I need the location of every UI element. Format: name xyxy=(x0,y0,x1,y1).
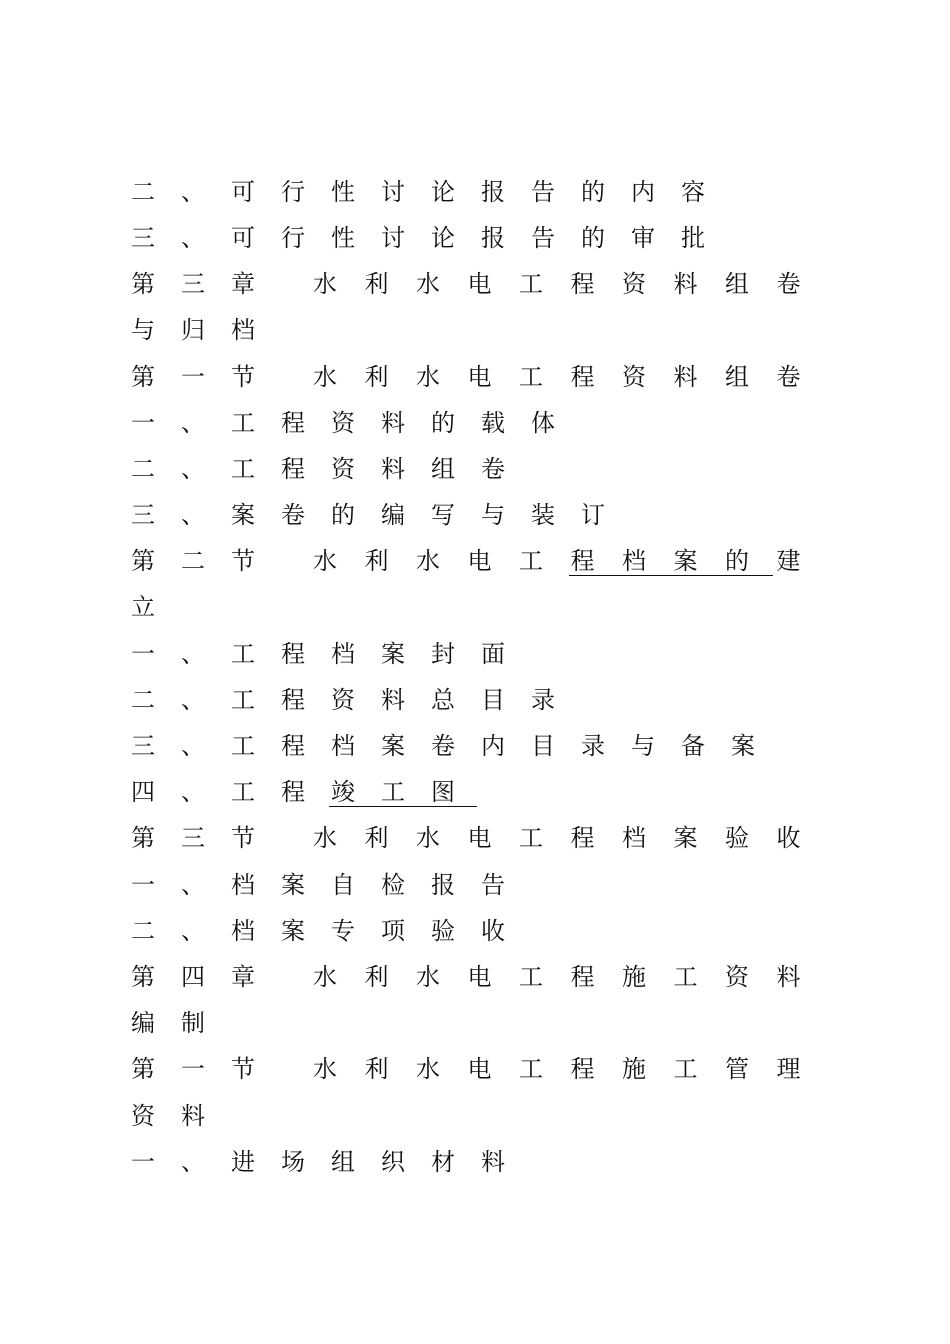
toc-glyph: 场 xyxy=(281,1148,305,1176)
toc-glyph: 一 xyxy=(131,871,155,899)
toc-glyph: 程 xyxy=(281,640,305,668)
toc-glyph: 节 xyxy=(231,824,255,852)
toc-glyph: 三 xyxy=(181,270,205,298)
toc-glyph: 立 xyxy=(131,593,155,621)
toc-glyph: 工 xyxy=(519,1055,543,1083)
toc-glyph: 组 xyxy=(725,270,749,298)
toc-glyph: 行 xyxy=(281,224,305,252)
toc-glyph: 资 xyxy=(331,455,355,483)
toc-glyph: 电 xyxy=(467,963,492,991)
toc-glyph: 卷 xyxy=(281,501,305,529)
toc-glyph: 讨 xyxy=(381,224,405,252)
toc-glyph: 封 xyxy=(431,640,455,668)
toc-glyph: 资 xyxy=(331,409,355,437)
toc-glyph: 料 xyxy=(776,963,801,991)
toc-glyph: 水 xyxy=(313,363,337,391)
toc-glyph: 档 xyxy=(231,917,255,945)
toc-glyph: 验 xyxy=(431,917,455,945)
toc-glyph: 料 xyxy=(481,1148,505,1176)
toc-glyph: 工 xyxy=(519,363,543,391)
toc-glyph: 一 xyxy=(181,1055,205,1083)
toc-glyph: 与 xyxy=(131,316,155,344)
toc-glyph: 利 xyxy=(364,363,389,391)
toc-glyph: 档 xyxy=(622,547,646,575)
toc-glyph: 检 xyxy=(381,871,405,899)
toc-glyph: 第 xyxy=(131,824,155,852)
toc-glyph: 编 xyxy=(381,501,405,529)
toc-glyph: 料 xyxy=(381,686,405,714)
toc-glyph: 工 xyxy=(231,409,255,437)
toc-glyph: 的 xyxy=(331,501,355,529)
toc-glyph: 水 xyxy=(313,270,337,298)
toc-glyph: 工 xyxy=(519,547,543,575)
underline-mark xyxy=(569,575,773,576)
toc-glyph: 可 xyxy=(231,224,255,252)
toc-glyph: 内 xyxy=(631,178,655,206)
underline-mark xyxy=(329,806,477,807)
toc-glyph: 、 xyxy=(181,917,205,945)
toc-glyph: 电 xyxy=(467,1055,492,1083)
toc-glyph: 电 xyxy=(467,363,492,391)
toc-glyph: 第 xyxy=(131,547,155,575)
toc-glyph: 节 xyxy=(231,363,255,391)
toc-glyph: 第 xyxy=(131,270,155,298)
toc-glyph: 档 xyxy=(231,871,255,899)
toc-glyph: 三 xyxy=(131,732,155,760)
toc-glyph: 二 xyxy=(131,178,155,206)
toc-glyph: 四 xyxy=(181,963,205,991)
toc-glyph: 程 xyxy=(281,455,305,483)
toc-glyph: 施 xyxy=(622,1055,646,1083)
toc-glyph: 第 xyxy=(131,1055,155,1083)
toc-glyph: 程 xyxy=(570,547,595,575)
toc-glyph: 组 xyxy=(331,1148,355,1176)
toc-glyph: 收 xyxy=(481,917,505,945)
toc-glyph: 水 xyxy=(313,824,337,852)
toc-glyph: 档 xyxy=(331,640,355,668)
toc-glyph: 图 xyxy=(431,778,455,806)
toc-glyph: 案 xyxy=(231,501,255,529)
toc-glyph: 三 xyxy=(181,824,205,852)
toc-glyph: 内 xyxy=(481,732,505,760)
toc-glyph: 水 xyxy=(313,963,337,991)
toc-glyph: 资 xyxy=(725,963,749,991)
toc-glyph: 织 xyxy=(381,1148,405,1176)
toc-glyph: 材 xyxy=(431,1148,455,1176)
toc-glyph: 三 xyxy=(131,224,155,252)
toc-glyph: 卷 xyxy=(776,363,801,391)
toc-glyph: 自 xyxy=(331,871,355,899)
toc-glyph: 水 xyxy=(416,963,440,991)
toc-glyph: 二 xyxy=(131,455,155,483)
toc-glyph: 的 xyxy=(581,178,605,206)
toc-glyph: 载 xyxy=(481,409,505,437)
toc-glyph: 管 xyxy=(725,1055,749,1083)
toc-glyph: 面 xyxy=(481,640,505,668)
toc-glyph: 、 xyxy=(181,224,205,252)
toc-glyph: 理 xyxy=(776,1055,801,1083)
toc-glyph: 的 xyxy=(431,409,455,437)
toc-glyph: 水 xyxy=(416,270,440,298)
toc-glyph: 专 xyxy=(331,917,355,945)
toc-glyph: 收 xyxy=(776,824,801,852)
toc-glyph: 利 xyxy=(364,270,389,298)
toc-glyph: 水 xyxy=(416,363,440,391)
toc-glyph: 章 xyxy=(231,270,255,298)
toc-glyph: 程 xyxy=(281,686,305,714)
toc-glyph: 性 xyxy=(331,178,355,206)
toc-glyph: 、 xyxy=(181,455,205,483)
toc-glyph: 的 xyxy=(581,224,605,252)
toc-glyph: 与 xyxy=(631,732,655,760)
toc-glyph: 一 xyxy=(131,640,155,668)
toc-glyph: 、 xyxy=(181,871,205,899)
toc-glyph: 报 xyxy=(431,871,455,899)
toc-glyph: 资 xyxy=(622,363,646,391)
toc-glyph: 行 xyxy=(281,178,305,206)
toc-glyph: 电 xyxy=(467,547,492,575)
toc-glyph: 料 xyxy=(673,270,698,298)
toc-glyph: 案 xyxy=(381,640,405,668)
toc-glyph: 卷 xyxy=(776,270,801,298)
toc-glyph: 装 xyxy=(531,501,555,529)
toc-glyph: 施 xyxy=(622,963,646,991)
toc-glyph: 程 xyxy=(570,270,595,298)
toc-glyph: 案 xyxy=(281,871,305,899)
toc-glyph: 第 xyxy=(131,963,155,991)
toc-glyph: 项 xyxy=(381,917,405,945)
toc-glyph: 利 xyxy=(364,547,389,575)
toc-glyph: 工 xyxy=(231,778,255,806)
toc-glyph: 四 xyxy=(131,778,155,806)
toc-glyph: 档 xyxy=(231,316,255,344)
toc-glyph: 工 xyxy=(673,1055,698,1083)
toc-glyph: 组 xyxy=(725,363,749,391)
toc-glyph: 利 xyxy=(364,824,389,852)
toc-glyph: 写 xyxy=(431,501,455,529)
toc-glyph: 讨 xyxy=(381,178,405,206)
toc-glyph: 料 xyxy=(381,409,405,437)
toc-glyph: 一 xyxy=(181,363,205,391)
toc-glyph: 案 xyxy=(281,917,305,945)
toc-glyph: 工 xyxy=(231,732,255,760)
toc-glyph: 工 xyxy=(231,640,255,668)
toc-glyph: 工 xyxy=(673,963,698,991)
toc-glyph: 节 xyxy=(231,547,255,575)
toc-glyph: 报 xyxy=(481,178,505,206)
toc-glyph: 工 xyxy=(231,686,255,714)
toc-glyph: 订 xyxy=(581,501,605,529)
toc-glyph: 论 xyxy=(431,224,455,252)
toc-glyph: 水 xyxy=(313,1055,337,1083)
toc-glyph: 程 xyxy=(281,409,305,437)
toc-glyph: 、 xyxy=(181,778,205,806)
toc-glyph: 、 xyxy=(181,501,205,529)
toc-glyph: 电 xyxy=(467,824,492,852)
toc-glyph: 程 xyxy=(281,732,305,760)
toc-glyph: 的 xyxy=(725,547,749,575)
toc-glyph: 告 xyxy=(531,178,555,206)
toc-glyph: 、 xyxy=(181,409,205,437)
toc-glyph: 录 xyxy=(581,732,605,760)
toc-glyph: 报 xyxy=(481,224,505,252)
toc-glyph: 、 xyxy=(181,1148,205,1176)
toc-glyph: 工 xyxy=(519,963,543,991)
toc-glyph: 总 xyxy=(431,686,455,714)
toc-glyph: 利 xyxy=(364,1055,389,1083)
toc-glyph: 资 xyxy=(131,1102,155,1130)
toc-glyph: 程 xyxy=(281,778,305,806)
toc-glyph: 料 xyxy=(381,455,405,483)
toc-glyph: 目 xyxy=(481,686,505,714)
toc-glyph: 编 xyxy=(131,1009,155,1037)
toc-glyph: 性 xyxy=(331,224,355,252)
toc-glyph: 水 xyxy=(416,824,440,852)
toc-glyph: 论 xyxy=(431,178,455,206)
toc-glyph: 章 xyxy=(231,963,255,991)
toc-glyph: 档 xyxy=(331,732,355,760)
toc-glyph: 案 xyxy=(381,732,405,760)
toc-glyph: 、 xyxy=(181,732,205,760)
toc-glyph: 利 xyxy=(364,963,389,991)
toc-glyph: 告 xyxy=(481,871,505,899)
toc-glyph: 第 xyxy=(131,363,155,391)
toc-glyph: 料 xyxy=(181,1102,205,1130)
toc-glyph: 工 xyxy=(519,270,543,298)
toc-glyph: 资 xyxy=(331,686,355,714)
toc-glyph: 建 xyxy=(776,547,801,575)
toc-glyph: 一 xyxy=(131,1148,155,1176)
toc-glyph: 三 xyxy=(131,501,155,529)
toc-glyph: 程 xyxy=(570,363,595,391)
toc-glyph: 容 xyxy=(681,178,705,206)
toc-glyph: 目 xyxy=(531,732,555,760)
toc-glyph: 案 xyxy=(673,547,698,575)
toc-glyph: 归 xyxy=(181,316,205,344)
toc-glyph: 制 xyxy=(181,1009,205,1037)
toc-glyph: 验 xyxy=(725,824,749,852)
toc-glyph: 案 xyxy=(673,824,698,852)
toc-glyph: 工 xyxy=(231,455,255,483)
toc-glyph: 进 xyxy=(231,1148,255,1176)
toc-glyph: 资 xyxy=(622,270,646,298)
toc-glyph: 备 xyxy=(681,732,705,760)
toc-glyph: 节 xyxy=(231,1055,255,1083)
toc-glyph: 可 xyxy=(231,178,255,206)
toc-glyph: 工 xyxy=(381,778,405,806)
toc-glyph: 、 xyxy=(181,178,205,206)
toc-glyph: 档 xyxy=(622,824,646,852)
toc-glyph: 与 xyxy=(481,501,505,529)
toc-glyph: 水 xyxy=(416,1055,440,1083)
toc-glyph: 、 xyxy=(181,640,205,668)
toc-glyph: 批 xyxy=(681,224,705,252)
toc-glyph: 录 xyxy=(531,686,555,714)
toc-glyph: 程 xyxy=(570,824,595,852)
toc-glyph: 审 xyxy=(631,224,655,252)
toc-glyph: 程 xyxy=(570,963,595,991)
toc-glyph: 、 xyxy=(181,686,205,714)
toc-glyph: 组 xyxy=(431,455,455,483)
toc-glyph: 程 xyxy=(570,1055,595,1083)
toc-glyph: 水 xyxy=(313,547,337,575)
toc-glyph: 料 xyxy=(673,363,698,391)
toc-glyph: 二 xyxy=(131,686,155,714)
toc-glyph: 告 xyxy=(531,224,555,252)
toc-glyph: 电 xyxy=(467,270,492,298)
toc-glyph: 二 xyxy=(131,917,155,945)
toc-glyph: 案 xyxy=(731,732,755,760)
toc-glyph: 工 xyxy=(519,824,543,852)
toc-glyph: 体 xyxy=(531,409,555,437)
toc-glyph: 卷 xyxy=(431,732,455,760)
toc-glyph: 二 xyxy=(181,547,205,575)
toc-glyph: 竣 xyxy=(331,778,355,806)
toc-glyph: 水 xyxy=(416,547,440,575)
toc-glyph: 卷 xyxy=(481,455,505,483)
toc-glyph: 一 xyxy=(131,409,155,437)
